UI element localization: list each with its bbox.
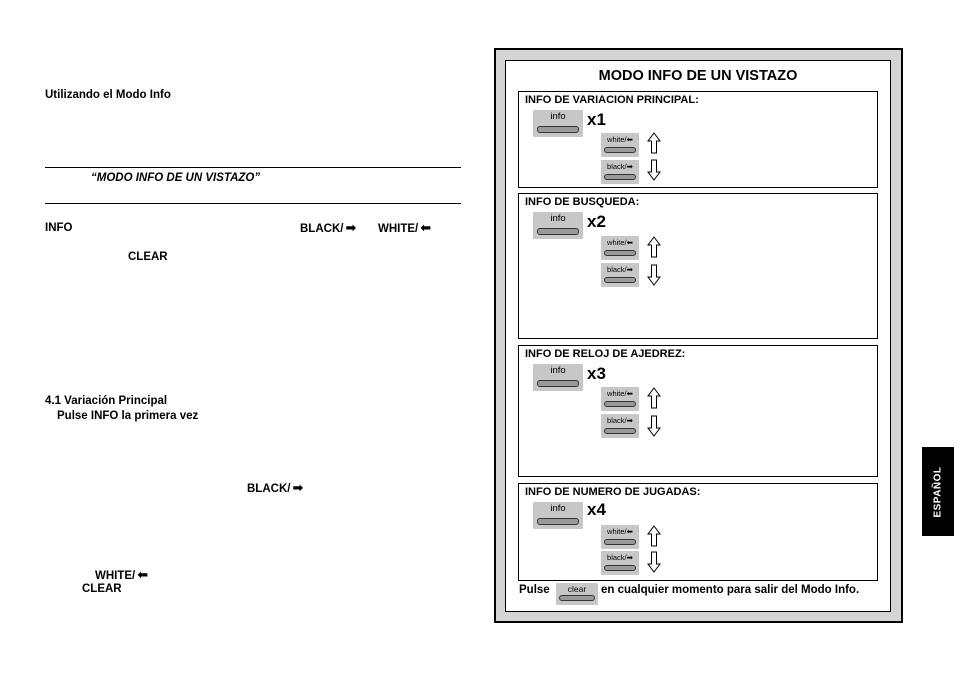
up-arrow-icon xyxy=(647,132,661,154)
info-key-label: info xyxy=(550,503,566,514)
black-key xyxy=(601,160,639,184)
black-key-label: black/➡ xyxy=(607,265,633,274)
footer-pre: Pulse xyxy=(519,584,550,596)
black-key-label: black/➡ xyxy=(607,162,633,171)
white-key xyxy=(601,133,639,157)
info-key-label: info xyxy=(550,213,566,224)
black-key xyxy=(601,414,639,438)
section-reloj xyxy=(518,345,878,477)
language-tab xyxy=(922,447,954,536)
info-key-label: info xyxy=(550,111,566,122)
info-key-label: info xyxy=(550,365,566,376)
black-key xyxy=(601,551,639,575)
section-sub: Pulse INFO la primera vez xyxy=(57,410,199,422)
down-arrow-icon xyxy=(647,264,661,286)
clear-key-label: clear xyxy=(567,584,587,594)
white-key-label: white/⬅ xyxy=(607,527,633,536)
section-title: INFO DE NUMERO DE JUGADAS: xyxy=(525,486,701,498)
section-title: INFO DE BUSQUEDA: xyxy=(525,196,640,208)
clear-key xyxy=(556,583,598,605)
black-key-text-2: BLACK/ xyxy=(247,483,291,495)
section-title: INFO DE VARIACION PRINCIPAL: xyxy=(525,94,699,106)
clear-word: CLEAR xyxy=(128,251,168,263)
black-key xyxy=(601,263,639,287)
white-key-ref xyxy=(378,221,431,236)
left-heading: Utilizando el Modo Info xyxy=(45,89,171,101)
multiplier: x2 xyxy=(587,212,606,231)
arrow-right-icon: ➡ xyxy=(292,480,304,495)
white-key xyxy=(601,236,639,260)
black-key-ref xyxy=(300,221,356,236)
quote-title: “MODO INFO DE UN VISTAZO” xyxy=(91,172,261,184)
white-key xyxy=(601,387,639,411)
down-arrow-icon xyxy=(647,551,661,573)
section-title: INFO DE RELOJ DE AJEDREZ: xyxy=(525,348,686,360)
up-arrow-icon xyxy=(647,525,661,547)
up-arrow-icon xyxy=(647,387,661,409)
panel-title: MODO INFO DE UN VISTAZO xyxy=(598,68,798,84)
multiplier: x1 xyxy=(587,110,606,129)
info-key xyxy=(533,110,583,137)
section-number: 4.1 Variación Principal xyxy=(45,395,168,407)
white-key-label: white/⬅ xyxy=(607,135,633,144)
white-key-text: WHITE/ xyxy=(378,223,419,235)
down-arrow-icon xyxy=(647,159,661,181)
white-key-label: white/⬅ xyxy=(607,238,633,247)
info-key xyxy=(533,364,583,391)
white-key-ref-2 xyxy=(95,568,148,583)
language-tab-label: ESPAÑOL xyxy=(932,465,944,518)
black-key-text: BLACK/ xyxy=(300,223,344,235)
section-jugadas xyxy=(518,483,878,581)
white-key xyxy=(601,525,639,549)
info-key xyxy=(533,502,583,529)
footer-post: en cualquier momento para salir del Modo Info. xyxy=(601,584,860,596)
section-busqueda xyxy=(518,193,878,339)
info-word: INFO xyxy=(45,222,73,234)
white-key-text-2: WHITE/ xyxy=(95,570,136,582)
arrow-left-icon: ⬅ xyxy=(420,220,432,235)
white-key-label: white/⬅ xyxy=(607,389,633,398)
down-arrow-icon xyxy=(647,415,661,437)
clear-word-2: CLEAR xyxy=(82,583,122,595)
rule-top xyxy=(45,167,461,168)
multiplier: x3 xyxy=(587,364,606,383)
rule-bottom xyxy=(45,203,461,204)
info-key xyxy=(533,212,583,239)
multiplier: x4 xyxy=(587,500,606,519)
up-arrow-icon xyxy=(647,236,661,258)
black-key-label: black/➡ xyxy=(607,416,633,425)
section-variacion xyxy=(518,91,878,188)
arrow-left-icon: ⬅ xyxy=(137,567,149,582)
arrow-right-icon: ➡ xyxy=(345,220,357,235)
black-key-ref-2 xyxy=(247,481,303,496)
black-key-label: black/➡ xyxy=(607,553,633,562)
